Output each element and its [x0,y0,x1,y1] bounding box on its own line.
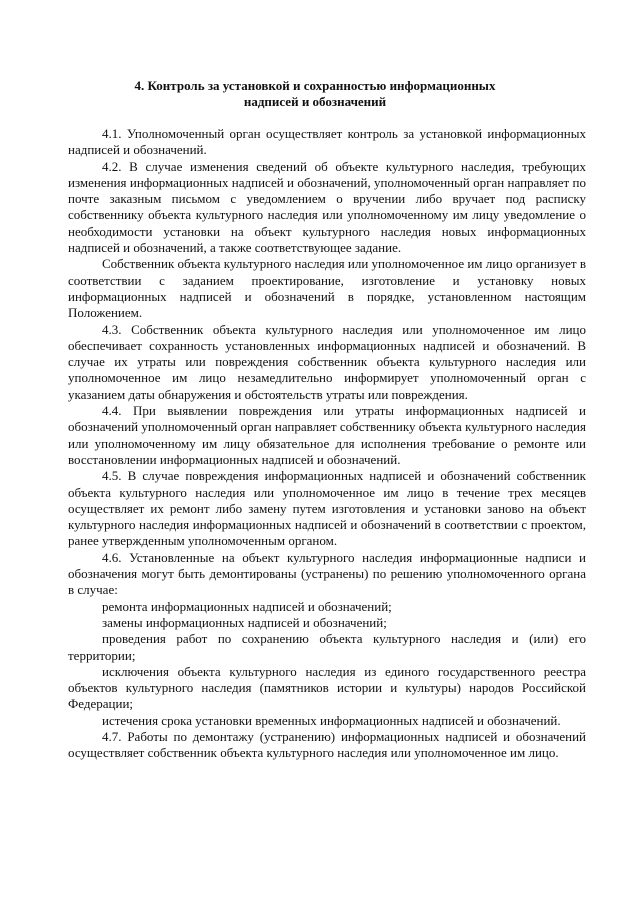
section-title-line-2: надписей и обозначений [243,94,387,109]
document-body [68,126,586,762]
list-item-preservation-works: проведения работ по сохранению объекта культурного наследия и (или) его территории; [68,631,586,663]
section-title-line-1: 4. Контроль за установкой и сохранностью информационных [134,78,496,93]
paragraph-4-6: 4.6. Установленные на объект культурного наследия информационные надписи и обозначения могут быть демонтированы (устранены) по решению уполномоченного органа в случае: [68,549,586,598]
list-item-replacement: замены информационных надписей и обозначений; [102,614,387,630]
paragraph-4-1: 4.1. Уполномоченный орган осуществляет контроль за установкой информационных надписей и обозначений. [68,126,586,158]
list-item-repair: ремонта информационных надписей и обозначений; [102,598,392,614]
paragraph-4-4: 4.4. При выявлении повреждения или утраты информационных надписей и обозначений уполномоченный орган направляет собственнику объекта культурного наследия или уполномоченному им лицу обязательное для исполнения требование о ремонте или восстановлении информационных надписей и обозначений. [68,403,586,467]
paragraph-4-2-owner: Собственник объекта культурного наследия или уполномоченное им лицо организует в соответствии с заданием проектирование, изготовление и установку новых информационных надписей и обозначений в порядке, установленном настоящим Положением. [68,256,586,321]
section-title [90,78,540,110]
paragraph-4-7: 4.7. Работы по демонтажу (устранению) информационных надписей и обозначений осуществляет собственник объекта культурного наследия или уполномоченное им лицо. [68,728,586,761]
paragraph-4-2: 4.2. В случае изменения сведений об объекте культурного наследия, требующих изменения информационных надписей и обозначений, уполномоченный орган направляет по почте заказным письмом с уведомлением о вручении либо вручает под расписку собственнику объекта культурного наследия или уполномоченному им лицу уведомление о необходимости установки на объект культурного наследия новых информационных надписей и обозначений, а также соответствующее задание. [68,158,586,256]
list-item-registry-exclusion: исключения объекта культурного наследия из единого государственного реестра объектов культурного наследия (памятников истории и культуры) народов Российской Федерации; [68,663,586,712]
paragraph-4-5: 4.5. В случае повреждения информационных надписей и обозначений собственник объекта культурного наследия или уполномоченное им лицо в течение трех месяцев осуществляет их ремонт либо замену путем изготовления и установки заново на объект культурного наследия информационных надписей и обозначений в соответствии с проектом, ранее утвержденным уполномоченным органом. [68,468,586,549]
paragraph-4-3: 4.3. Собственник объекта культурного наследия или уполномоченное им лицо обеспечивает сохранность установленных информационных надписей и обозначений. В случае их утраты или повреждения собственник объекта культурного наследия или уполномоченное им лицо незамедлительно информирует уполномоченный орган с указанием даты обнаружения и обстоятельств утраты или повреждения. [68,321,586,402]
list-item-term-expiry: истечения срока установки временных информационных надписей и обозначений. [102,712,561,728]
